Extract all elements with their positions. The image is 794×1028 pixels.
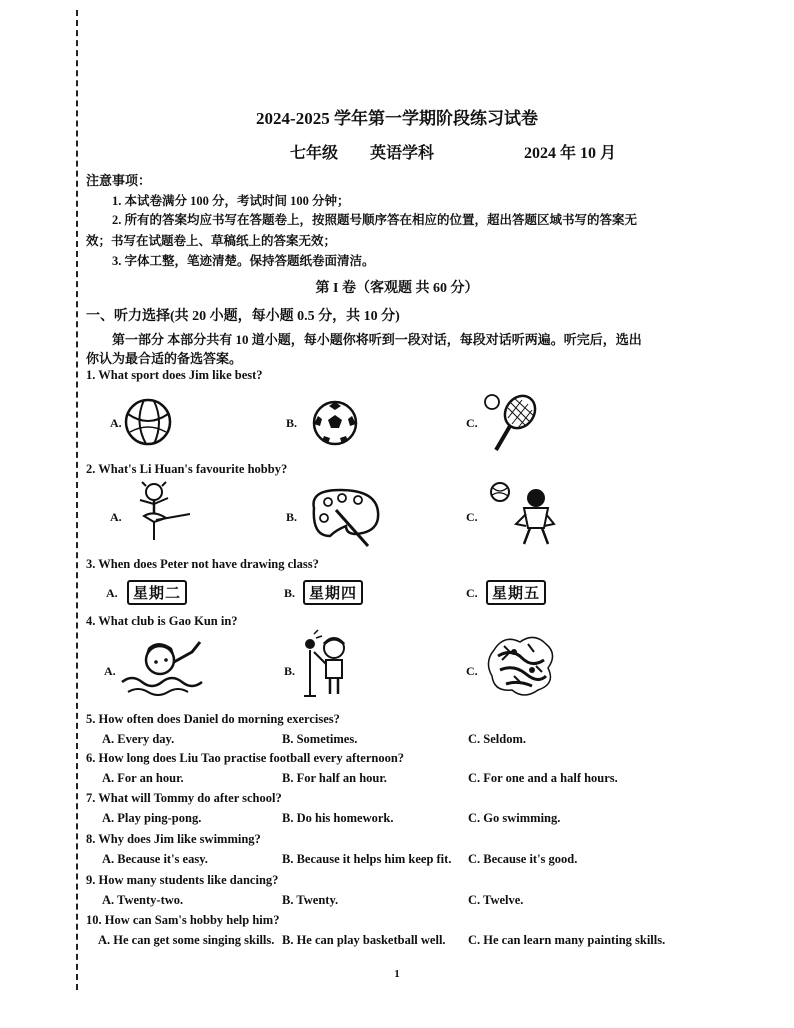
weekday-label: 星期二 (127, 580, 187, 605)
option-b: B. Because it helps him keep fit. (282, 852, 452, 866)
option-letter: C. (466, 586, 478, 600)
option-a: A. Play ping-pong. (102, 811, 202, 825)
notice-item: 1. 本试卷满分 100 分，考试时间 100 分钟； (112, 194, 350, 208)
section-instructions: 第一部分 本部分共有 10 道小题，每小题你将听到一段对话，每段对话听两遍。听完后，选出 (112, 332, 642, 347)
question-text: 5. How often does Daniel do morning exercises? (86, 712, 340, 726)
notice-heading: 注意事项： (86, 173, 152, 188)
ballet-dancer-icon (134, 480, 196, 544)
tennis-racket-icon (482, 392, 542, 456)
option-letter: C. (466, 510, 478, 524)
option-letter: A. (106, 586, 118, 600)
option-a: A. Every day. (102, 732, 175, 746)
section-instructions: 你认为最合适的备选答案。 (86, 351, 243, 366)
weekday-label: 星期五 (486, 580, 546, 605)
option-letter: B. (286, 510, 298, 524)
question-text: 4. What club is Gao Kun in? (86, 614, 238, 628)
option-letter: B. (284, 664, 296, 678)
option-letter: C. (466, 416, 478, 430)
question-text: 2. What's Li Huan's favourite hobby? (86, 462, 288, 476)
question-text: 7. What will Tommy do after school? (86, 791, 282, 805)
football-icon (312, 400, 360, 448)
option-letter: C. (466, 664, 478, 678)
option-c: C. Seldom. (468, 732, 526, 746)
dragon-art-icon (484, 630, 560, 700)
option-c: C. He can learn many painting skills. (468, 933, 666, 947)
subject-label: 英语学科 (370, 145, 435, 162)
option-letter: A. (104, 664, 116, 678)
exam-title: 2024-2025 学年第一学期阶段练习试卷 (256, 109, 538, 128)
notice-item: 3. 字体工整，笔迹清楚。保持答题纸卷面清洁。 (112, 254, 375, 268)
option-c: C. Because it's good. (468, 852, 578, 866)
option-c: C. Go swimming. (468, 811, 561, 825)
option-b: B. Twenty. (282, 893, 339, 907)
question-text: 3. When does Peter not have drawing class? (86, 557, 319, 571)
option-b: B. Do his homework. (282, 811, 394, 825)
swimmer-icon (118, 634, 214, 698)
volleyball-player-icon (486, 480, 558, 550)
question-text: 10. How can Sam's hobby help him? (86, 913, 280, 927)
option-c: C. Twelve. (468, 893, 524, 907)
question-text: 1. What sport does Jim like best? (86, 368, 263, 382)
option-a: A. For an hour. (102, 771, 184, 785)
option-b: B. For half an hour. (282, 771, 387, 785)
option-letter: B. (286, 416, 298, 430)
question-text: 8. Why does Jim like swimming? (86, 832, 261, 846)
option-c: C. For one and a half hours. (468, 771, 618, 785)
binding-dashed-line (76, 10, 78, 990)
option-letter: B. (284, 586, 296, 600)
exam-date: 2024 年 10 月 (524, 145, 617, 162)
option-b: B. He can play basketball well. (282, 933, 446, 947)
paint-palette-icon (306, 486, 386, 550)
singer-icon (302, 630, 354, 700)
option-a: A. Because it's easy. (102, 852, 208, 866)
option-letter: A. (110, 416, 122, 430)
notice-item: 2. 所有的答案均应书写在答题卷上，按照题号顺序答在相应的位置，超出答题区域书写的答案无 (112, 213, 638, 227)
basketball-icon (124, 398, 174, 446)
page-number: 1 (394, 968, 400, 980)
question-text: 9. How many students like dancing? (86, 873, 279, 887)
volume-heading: 第 I 卷（客观题 共 60 分） (315, 281, 479, 296)
option-a: A. He can get some singing skills. (98, 933, 275, 947)
option-letter: A. (110, 510, 122, 524)
weekday-label: 星期四 (303, 580, 363, 605)
question-text: 6. How long does Liu Tao practise football every afternoon? (86, 751, 405, 765)
notice-item: 效；书写在试题卷上、草稿纸上的答案无效； (86, 234, 337, 248)
option-a: A. Twenty-two. (102, 893, 184, 907)
grade-label: 七年级 (290, 145, 339, 162)
option-b: B. Sometimes. (282, 732, 358, 746)
section-title: 一、听力选择(共 20 小题，每小题 0.5 分，共 10 分) (86, 309, 400, 324)
